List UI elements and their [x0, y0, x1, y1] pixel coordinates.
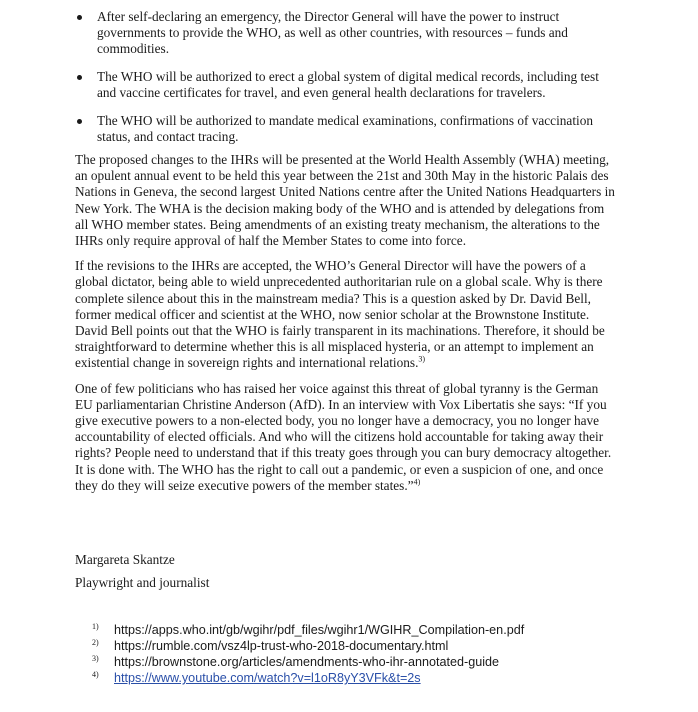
paragraph-anderson-quote: One of few politicians who has raised her voice against this threat of global tyranny is the German EU parliamentarian Christine Anderson (AfD). In an interview with Vox Libertatis she says: “If you give executive powers to a non-elected body, you no longer have a democracy, you no longer have accountability of elected officials. And who will the citizens hold accountable for taking away their rights? People need to understand that if this treaty goes through you can bury democracy altogether. It is done with. The WHO has the right to call out a pandemic, or even a suspicion of one, and once they do they will seize executive powers of the member states.”$^{4)}$: [75, 380, 612, 493]
body-text: [75, 152, 615, 503]
reference-url: https://brownstone.org/articles/amendments-who-ihr-annotated-guide: [114, 655, 500, 669]
paragraph-global-dictator: If the revisions to the IHRs are accepted, the WHO’s General Director will have the powers of a global dictator, being able to wield unprecedented authoritarian rule on a global scale. Why is there complete silence about this in the mainstream media? This is a question asked by Dr. David Bell, former medical officer and scientist at the WHO, now senior scholar at the Brownstone Institute. David Bell points out that the WHO is fairly transparent in its machinations. Therefore, it should be straightforward to determine whether this is all misplaced hysteria, or an attempt to implement an existential change in sovereign rights and international relations.$^{3)}$: [75, 258, 605, 371]
reference-number: 4): [92, 670, 99, 679]
reference-link[interactable]: https://www.youtube.com/watch?v=l1oR8yY3VFk&t=2s: [114, 671, 421, 685]
bullet-item: After self-declaring an emergency, the Director General will have the power to instruct governments to provide the WHO, as well as other countries, with resources – funds and commodities.: [75, 9, 615, 57]
reference-item: [92, 670, 652, 686]
reference-item: [92, 622, 652, 638]
reference-number: 3): [92, 654, 99, 663]
author-role: Playwright and journalist: [75, 575, 210, 590]
author-name: Margareta Skantze: [75, 552, 175, 567]
bullet-item: The WHO will be authorized to mandate medical examinations, confirmations of vaccination status, and contact tracing.: [75, 113, 615, 145]
reference-item: [92, 654, 652, 670]
footnote-marker: 3): [418, 355, 426, 365]
reference-url: https://apps.who.int/gb/wgihr/pdf_files/wgihr1/WGIHR_Compilation-en.pdf: [114, 623, 525, 637]
reference-number: 2): [92, 638, 99, 647]
bullet-item: The WHO will be authorized to erect a global system of digital medical records, including test and vaccine certificates for travel, and even general health declarations for travelers.: [75, 69, 615, 101]
paragraph-wha-meeting: The proposed changes to the IHRs will be presented at the World Health Assembly (WHA) meeting, an opulent annual event to be held this year between the 21st and 30th May in the historic Palais des Nations in Geneva, the second largest United Nations centre after the United Nations Headquarters in New York. The WHA is the decision making body of the WHO and is attended by delegations from all WHO member states. Being amendments of an existing treaty mechanism, the alterations to the IHRs only require approval of half the Member States to come into force.: [75, 152, 615, 249]
bullet-list: [75, 9, 615, 157]
footnote-marker: 4): [413, 477, 421, 487]
reference-number: 1): [92, 622, 99, 631]
reference-item: [92, 638, 652, 654]
reference-url: https://rumble.com/vsz4lp-trust-who-2018-documentary.html: [114, 639, 449, 653]
references-list: [92, 622, 652, 686]
